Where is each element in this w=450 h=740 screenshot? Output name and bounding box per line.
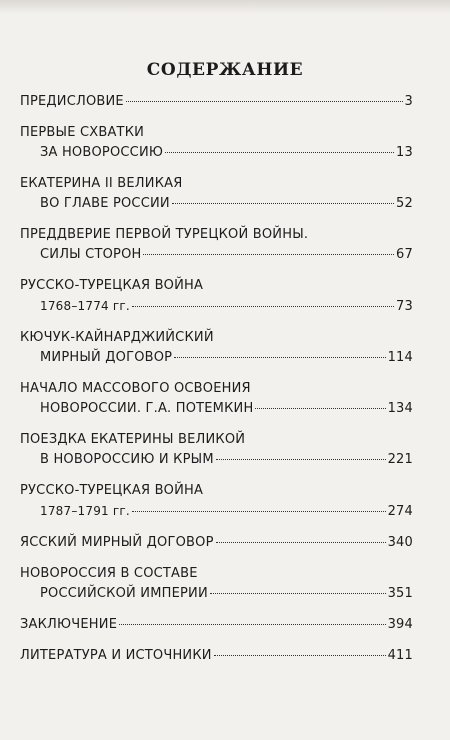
toc-entry-title-line: 1768–1774 гг. <box>40 299 130 313</box>
page-number: 114 <box>387 350 413 365</box>
toc-entry <box>20 379 413 419</box>
toc-entry-row <box>20 399 413 419</box>
toc-entry-title-line: ПРЕДИСЛОВИЕ <box>20 94 124 109</box>
dot-leader <box>132 511 386 512</box>
toc-entry <box>20 123 413 163</box>
dot-leader <box>216 459 386 460</box>
toc-entry-title-line: КЮЧУК-КАЙНАРДЖИЙСКИЙ <box>20 330 214 345</box>
toc-entry <box>20 615 413 635</box>
toc-entry-title-line: ЗА НОВОРОССИЮ <box>40 145 164 160</box>
toc-entry-title-line: НОВОРОССИЯ В СОСТАВЕ <box>20 566 198 581</box>
dot-leader <box>119 624 385 625</box>
page-number: 221 <box>387 452 413 467</box>
toc-entry <box>20 174 413 214</box>
toc-entry-row <box>20 245 413 265</box>
toc-entry-row <box>20 501 413 522</box>
toc-heading: СОДЕРЖАНИЕ <box>146 60 304 80</box>
toc-entry-title-line: ЕКАТЕРИНА II ВЕЛИКАЯ <box>20 176 183 191</box>
toc-entry <box>20 225 413 265</box>
page-number: 13 <box>396 145 413 160</box>
dot-leader <box>174 357 385 358</box>
toc-entry-title-line: МИРНЫЙ ДОГОВОР <box>40 350 173 365</box>
page-number: 274 <box>387 504 413 519</box>
toc-entry-title-line: В НОВОРОССИЮ И КРЫМ <box>40 452 214 467</box>
toc-entry-title-line: РУССКО-ТУРЕЦКАЯ ВОЙНА <box>20 278 204 293</box>
page-top-shadow <box>0 0 450 14</box>
toc-entry-title-line: ЛИТЕРАТУРА И ИСТОЧНИКИ <box>20 648 212 663</box>
toc-entry-title-line: 1787–1791 гг. <box>40 504 130 518</box>
toc-entry-title-line: ПОЕЗДКА ЕКАТЕРИНЫ ВЕЛИКОЙ <box>20 432 246 447</box>
page-number: 351 <box>387 586 413 601</box>
toc-entry-title-line: ЯССКИЙ МИРНЫЙ ДОГОВОР <box>20 535 214 550</box>
toc-entry-title-line: ПРЕДДВЕРИЕ ПЕРВОЙ ТУРЕЦКОЙ ВОЙНЫ. <box>20 227 309 242</box>
toc-entry-row <box>20 296 413 317</box>
dot-leader <box>126 101 403 102</box>
toc-entry <box>20 481 413 522</box>
dot-leader <box>255 408 385 409</box>
toc-entry-title-line: СИЛЫ СТОРОН <box>40 247 142 262</box>
page-number: 52 <box>396 196 413 211</box>
dot-leader <box>214 655 386 656</box>
toc-entry-title-line: ПЕРВЫЕ СХВАТКИ <box>20 125 145 140</box>
toc-entry <box>20 430 413 470</box>
page-number: 134 <box>387 401 413 416</box>
page-number: 73 <box>396 299 413 314</box>
dot-leader <box>216 542 386 543</box>
toc-entry <box>20 92 413 112</box>
dot-leader <box>172 203 394 204</box>
toc-entry <box>20 646 413 666</box>
page-number: 340 <box>387 535 413 550</box>
toc-entry-row <box>20 143 413 163</box>
page-number: 411 <box>387 648 413 663</box>
toc-entry <box>20 533 413 553</box>
dot-leader <box>132 306 394 307</box>
page-number: 3 <box>404 94 413 109</box>
toc-entry-title-line: ЗАКЛЮЧЕНИЕ <box>20 617 118 632</box>
toc-entry <box>20 328 413 368</box>
dot-leader <box>143 254 394 255</box>
table-of-contents <box>20 92 413 677</box>
page-number: 394 <box>387 617 413 632</box>
toc-entry-row <box>20 348 413 368</box>
toc-entry-row <box>20 615 413 635</box>
dot-leader <box>165 152 394 153</box>
toc-entry-row <box>20 194 413 214</box>
page-number: 67 <box>396 247 413 262</box>
toc-entry-row <box>20 533 413 553</box>
toc-entry-title-line: РОССИЙСКОЙ ИМПЕРИИ <box>40 586 208 601</box>
dot-leader <box>210 593 386 594</box>
toc-entry-title-line: РУССКО-ТУРЕЦКАЯ ВОЙНА <box>20 483 204 498</box>
toc-entry-row <box>20 92 413 112</box>
toc-entry-row <box>20 450 413 470</box>
toc-entry <box>20 564 413 604</box>
toc-entry-title-line: НАЧАЛО МАССОВОГО ОСВОЕНИЯ <box>20 381 251 396</box>
toc-entry-row <box>20 646 413 666</box>
toc-entry-row <box>20 584 413 604</box>
toc-entry <box>20 276 413 317</box>
toc-entry-title-line: НОВОРОССИИ. Г.А. ПОТЕМКИН <box>40 401 254 416</box>
toc-entry-title-line: ВО ГЛАВЕ РОССИИ <box>40 196 170 211</box>
